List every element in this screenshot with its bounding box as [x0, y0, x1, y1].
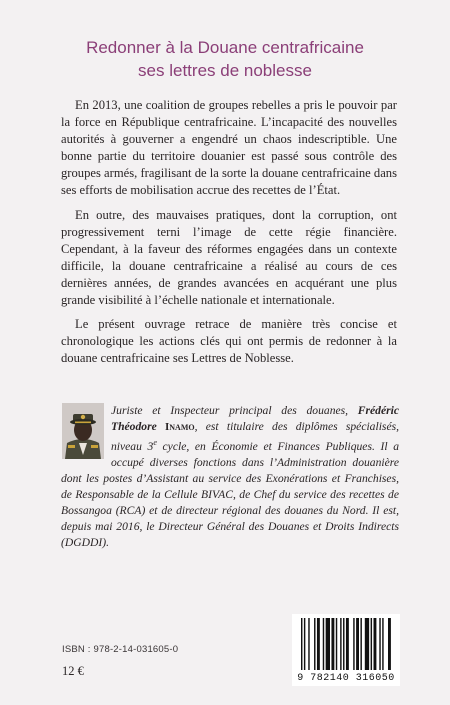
price-label: 12 € — [62, 664, 84, 678]
barcode-bar — [314, 618, 315, 670]
barcode-bar — [331, 618, 334, 670]
barcode-bar — [371, 618, 372, 670]
book-title — [0, 36, 450, 82]
barcode-bar — [382, 618, 383, 670]
summary-text — [61, 97, 397, 374]
barcode-bar — [336, 618, 337, 670]
barcode-bar — [326, 618, 330, 670]
book-title-line-2: ses lettres de noblesse — [138, 61, 312, 80]
barcode-bar — [360, 618, 361, 670]
barcode-bar — [301, 618, 302, 670]
bio-text-2: cycle, en Économie et Finances Publiques. Il a occupé diverses fonctions dans l’Administration douanière dont les postes d’Assistant au service des Exonérations et Franchises, de Responsable de la Cellule BIVAC, de Chef du service des recettes de Bossangoa (RCA) et de directeur régional des douanes du Nord. Il est, depuis mai 2016, le Directeur Général des Douanes et Droits Indirects (DGDDI). — [61, 439, 399, 549]
barcode-bar — [388, 618, 391, 670]
photo-spacer — [61, 403, 111, 465]
barcode-bar — [353, 618, 354, 670]
barcode-bar — [356, 618, 359, 670]
barcode-bar — [346, 618, 349, 670]
barcode-bars — [292, 614, 400, 674]
author-first-name: Frédéric Théodore — [111, 404, 399, 433]
author-last-name: Inamo — [164, 421, 195, 433]
author-bio — [61, 403, 399, 551]
barcode-bar — [365, 618, 369, 670]
barcode-bar — [323, 618, 324, 670]
bio-text-1: , est titulaire des diplômes spécialisés, niveau 3 — [111, 420, 399, 453]
summary-paragraph-3: Le présent ouvrage retrace de manière très concise et chronologique les actions clés qui ont permis de redonner à la douane centrafricaine ses Lettres de Noblesse. — [61, 317, 397, 366]
barcode — [292, 614, 400, 686]
barcode-bar — [308, 618, 309, 670]
summary-paragraph-2: En outre, des mauvaises pratiques, dont la corruption, ont progressivement terni l’image de cette régie financière. Cependant, à la faveur des réformes engagées dans un contexte difficile, la douane centrafricaine a réalisé au cours de ces dernières années, de grandes avancées en acquérant une plus grande visibilité à l’échelle nationale et internationale. — [61, 207, 397, 308]
barcode-digits: 9 782140 316050 — [297, 673, 395, 684]
book-title-line-1: Redonner à la Douane centrafricaine — [86, 38, 364, 57]
barcode-bar — [374, 618, 377, 670]
barcode-bar — [379, 618, 380, 670]
bio-superscript: e — [153, 438, 157, 447]
summary-paragraph-1: En 2013, une coalition de groupes rebelles a pris le pouvoir par la force en République centrafricaine. L’incapacité des nouvelles autorités à gouverner a engendré un chaos indescriptible. Une bonne partie du territoire douanier est passé sous contrôle des groupes armés, fragilisant de la sorte la douane centrafricaine dans ses efforts de mobilisation accrue des recettes de l’État. — [61, 98, 397, 198]
author-bio-text — [61, 403, 399, 551]
barcode-bar — [304, 618, 305, 670]
barcode-bar — [343, 618, 344, 670]
isbn-label: ISBN : 978-2-14-031605-0 — [62, 644, 179, 655]
bio-intro: Juriste et Inspecteur principal des douanes, — [111, 404, 358, 417]
barcode-bar — [317, 618, 320, 670]
barcode-bar — [340, 618, 341, 670]
